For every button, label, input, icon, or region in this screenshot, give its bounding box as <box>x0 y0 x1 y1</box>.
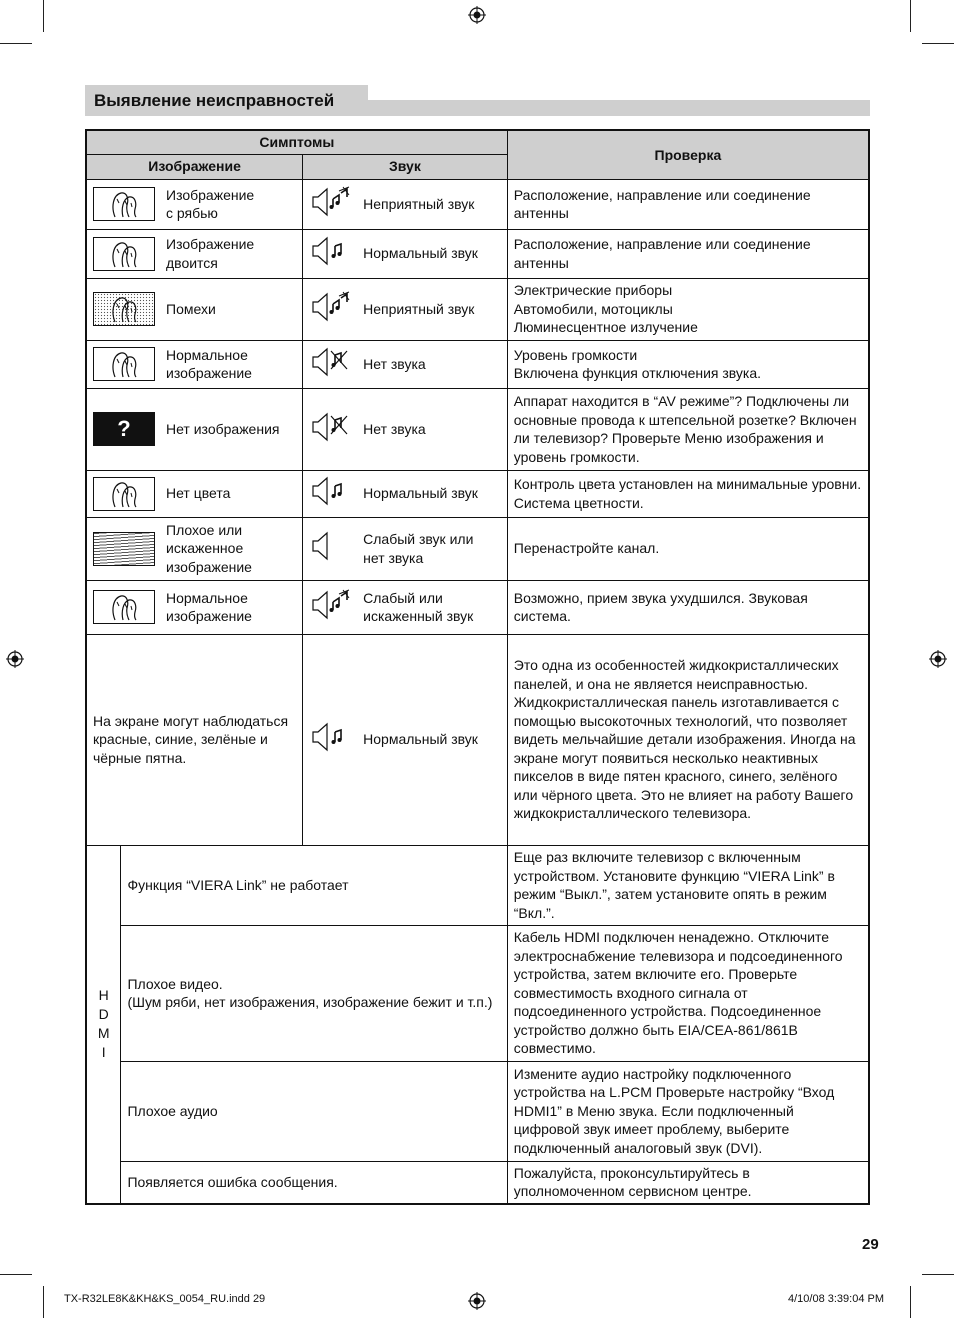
hdmi-symptom-text: Функция “VIERA Link” не работает <box>121 845 507 925</box>
crop-mark <box>922 43 954 44</box>
snow-picture-icon <box>93 187 155 221</box>
symptom-row <box>86 470 869 517</box>
lcd-row <box>86 634 869 845</box>
weak-sound-icon <box>303 529 363 568</box>
sound-symptom-text: Слабый звук или нет звука <box>363 531 474 566</box>
normal-picture-icon <box>93 347 155 381</box>
footer-timestamp: 4/10/08 3:39:04 PM <box>788 1293 885 1305</box>
question-icon: ? <box>117 415 131 441</box>
image-symptom-cell <box>86 278 303 340</box>
sound-symptom-text: Слабый или искаженный звук <box>363 589 474 624</box>
sound-symptom-cell <box>303 580 508 634</box>
scrambled-picture-icon <box>93 532 155 566</box>
header-sound: Звук <box>303 154 508 179</box>
registration-mark-icon <box>929 650 947 668</box>
crop-mark <box>0 1274 32 1275</box>
image-symptom-text: Нормальное изображение <box>166 346 252 381</box>
normal-sound-icon <box>303 720 363 759</box>
symptom-row <box>86 229 869 278</box>
image-symptom-cell <box>86 388 303 470</box>
image-symptom-cell <box>86 470 303 517</box>
sound-symptom-cell <box>303 470 508 517</box>
image-symptom-cell <box>86 580 303 634</box>
check-text: Электрические приборы Автомобили, мотоциклы Люминесцентное излучение <box>507 278 869 340</box>
crop-mark <box>43 1286 44 1318</box>
sound-symptom-cell <box>303 634 508 845</box>
symptom-row <box>86 517 869 580</box>
hdmi-symptom-text: Плохое аудио <box>121 1061 507 1161</box>
symptom-row <box>86 340 869 388</box>
section-title-bar <box>85 85 870 117</box>
check-text: Аппарат находится в “AV режиме”? Подключены ли основные провода к штепсельной розетке? Включен ли телевизор? Проверьте Меню изображения и уровень громкости. <box>507 388 869 470</box>
hdmi-label: H D M I <box>86 845 121 1204</box>
check-text: Перенастройте канал. <box>507 517 869 580</box>
footer-file-info: TX-R32LE8K&KH&KS_0054_RU.indd 29 <box>64 1293 266 1305</box>
crop-mark <box>910 1286 911 1318</box>
normal-sound-icon <box>303 474 363 513</box>
sound-symptom-cell <box>303 517 508 580</box>
normal-picture-icon <box>93 590 155 624</box>
troubleshooting-table <box>85 129 870 1205</box>
registration-mark-icon <box>468 6 486 24</box>
image-symptom-text: Нет изображения <box>166 420 280 437</box>
symptom-row <box>86 388 869 470</box>
section-title: Выявление неисправностей <box>85 85 368 116</box>
hdmi-row <box>86 1161 869 1204</box>
header-symptoms: Симптомы <box>86 130 507 154</box>
image-symptom-cell <box>86 229 303 278</box>
sound-symptom-text: Нет звука <box>363 420 426 437</box>
registration-mark-icon <box>468 1292 486 1310</box>
sound-symptom-text: Нет звука <box>363 355 426 372</box>
noisy-sound-icon <box>303 290 363 329</box>
image-symptom-cell <box>86 517 303 580</box>
sound-symptom-cell <box>303 340 508 388</box>
no-colour-picture-icon <box>93 477 155 511</box>
image-symptom-cell <box>86 179 303 229</box>
hdmi-row <box>86 925 869 1061</box>
image-symptom-text: Изображение двоится <box>166 236 255 271</box>
check-text: Это одна из особенностей жидкокристаллических панелей, и она не является неисправностью. Жидкокристаллическая панель изготавливается с помощью высокоточных технологий, что позволяет видеть мельчайшие детали изображения. Иногда на экране могут появиться несколько неактивных пикселов в виде пятен красного, синего, зелёного или чёрного цвета. Это не влияет на работу Вашего жидкокристаллического телевизора. <box>507 634 869 845</box>
check-text: Кабель HDMI подключен ненадежно. Отключите электроснабжение телевизора и подсоединенного устройства, затем включите его. Проверьте совместимость входного сигнала от подсоединенного устройства. Подсоединенное устройство должно быть EIA/CEA-861/861B совместимо. <box>507 925 869 1061</box>
sound-symptom-text: Нормальный звук <box>363 731 478 748</box>
check-text: Расположение, направление или соединение антенны <box>507 229 869 278</box>
hdmi-symptom-text: Появляется ошибка сообщения. <box>121 1161 507 1204</box>
check-text: Уровень громкости Включена функция отключения звука. <box>507 340 869 388</box>
page-number: 29 <box>862 1236 879 1253</box>
interference-picture-icon <box>93 292 155 326</box>
sound-symptom-text: Неприятный звук <box>363 195 475 212</box>
sound-symptom-cell <box>303 388 508 470</box>
no-sound-icon <box>303 345 363 384</box>
sound-symptom-cell <box>303 229 508 278</box>
crop-mark <box>43 0 44 32</box>
header-image: Изображение <box>86 154 303 179</box>
check-text: Возможно, прием звука ухудшился. Звуковая система. <box>507 580 869 634</box>
registration-mark-icon <box>6 650 24 668</box>
noisy-sound-icon <box>303 185 363 224</box>
check-text: Еще раз включите телевизор с включенным устройством. Установите функцию “VIERA Link” в режим “Выкл.”, затем установите опять в режим “Вкл.”. <box>507 845 869 925</box>
crop-mark <box>922 1274 954 1275</box>
image-symptom-text: Плохое или искаженное изображение <box>166 521 252 575</box>
ghost-picture-icon <box>93 237 155 271</box>
image-symptom-text: Помехи <box>166 300 216 317</box>
image-symptom-text: Изображение с рябью <box>166 186 255 221</box>
sound-symptom-text: Нормальный звук <box>363 245 478 262</box>
distorted-sound-icon <box>303 588 363 627</box>
check-text: Пожалуйста, проконсультируйтесь в уполномоченном сервисном центре. <box>507 1161 869 1204</box>
sound-symptom-text: Неприятный звук <box>363 300 475 317</box>
hdmi-symptom-text: Плохое видео. (Шум ряби, нет изображения, изображение бежит и т.п.) <box>121 925 507 1061</box>
symptom-row <box>86 179 869 229</box>
crop-mark <box>0 43 32 44</box>
symptom-row <box>86 580 869 634</box>
sound-symptom-cell <box>303 278 508 340</box>
normal-sound-icon <box>303 234 363 273</box>
hdmi-row <box>86 845 869 925</box>
no-sound-icon <box>303 410 363 449</box>
crop-mark <box>910 0 911 32</box>
image-symptom-cell <box>86 340 303 388</box>
no-picture-icon <box>93 412 155 446</box>
lcd-symptom-text: На экране могут наблюдаться красные, синие, зелёные и чёрные пятна. <box>86 634 303 845</box>
check-text: Расположение, направление или соединение антенны <box>507 179 869 229</box>
check-text: Измените аудио настройку подключенного устройства на L.PCM Проверьте настройку “Вход HDMI1” в Меню звука. Если подключенный цифровой звук имеет проблему, выберите подключенный аналоговый звук (DVI). <box>507 1061 869 1161</box>
sound-symptom-text: Нормальный звук <box>363 485 478 502</box>
image-symptom-text: Нормальное изображение <box>166 589 252 624</box>
symptom-row <box>86 278 869 340</box>
check-text: Контроль цвета установлен на минимальные уровни. Система цветности. <box>507 470 869 517</box>
header-check: Проверка <box>507 130 869 179</box>
image-symptom-text: Нет цвета <box>166 485 231 502</box>
sound-symptom-cell <box>303 179 508 229</box>
hdmi-row <box>86 1061 869 1161</box>
